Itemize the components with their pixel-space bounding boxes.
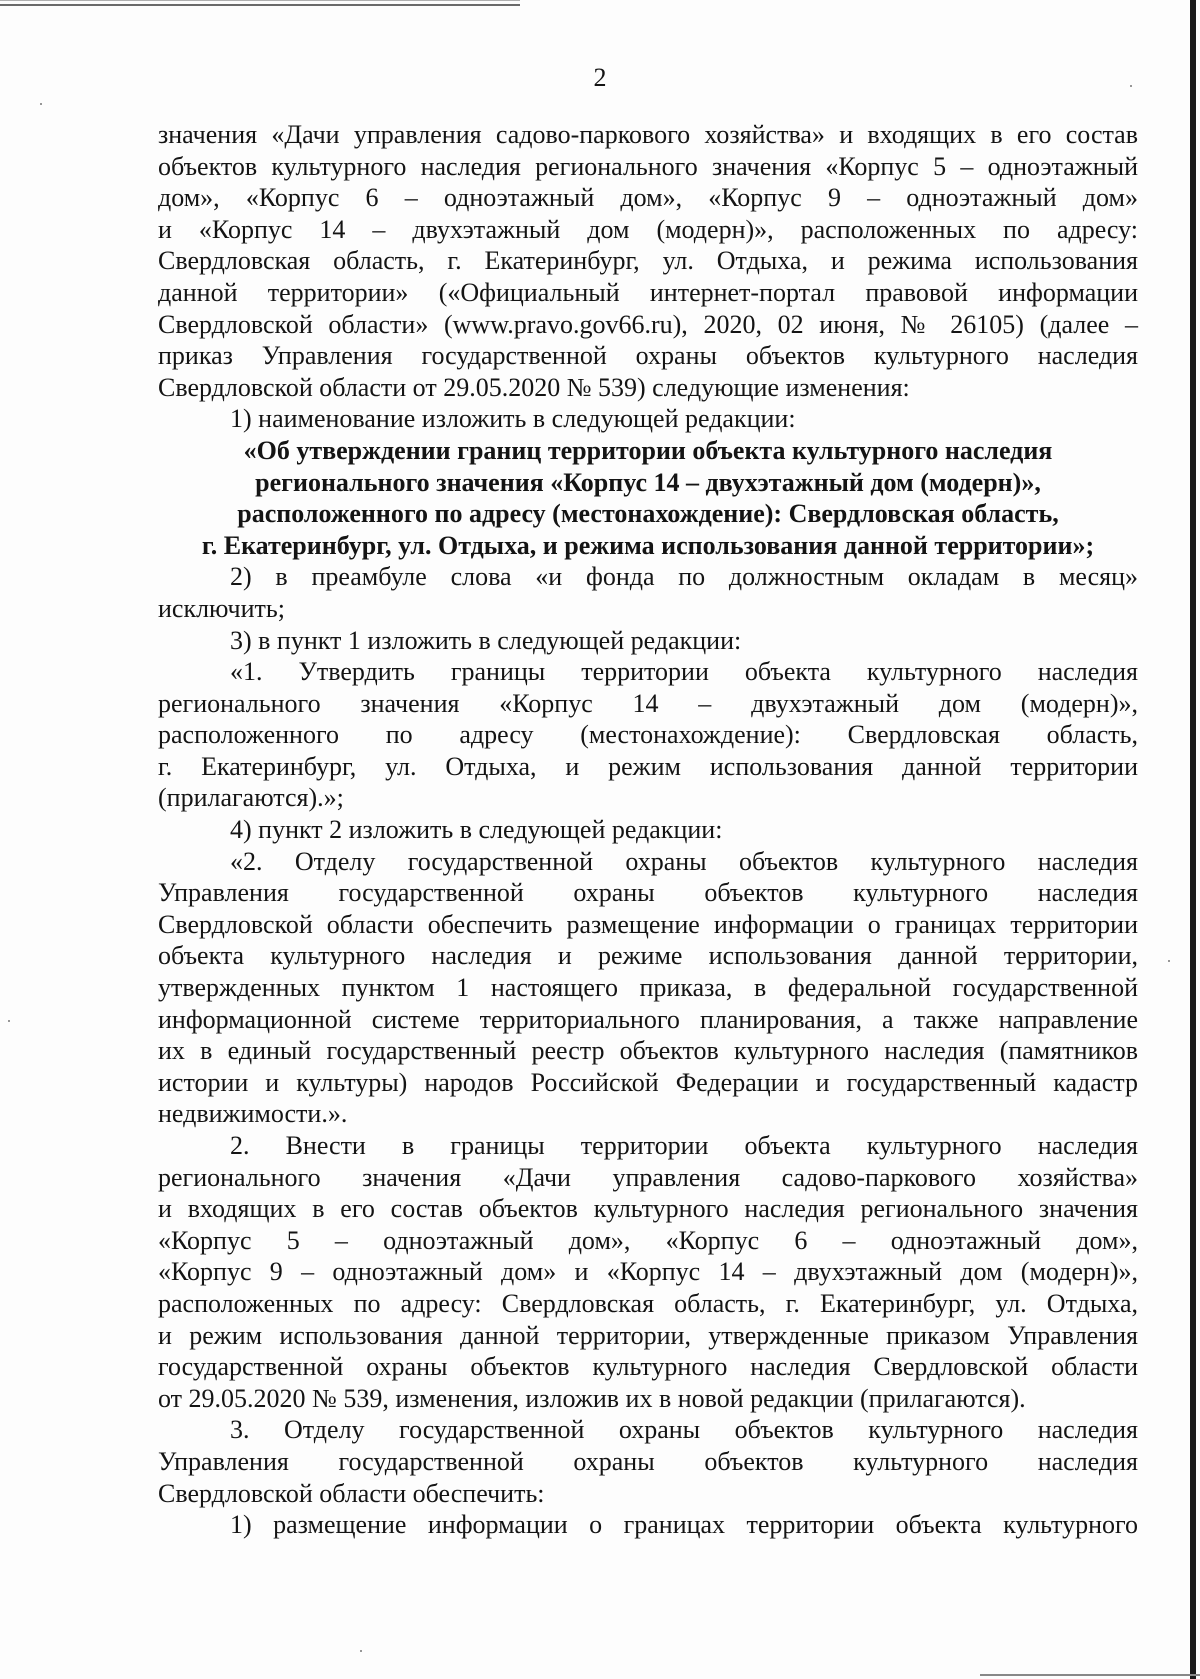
document-title-line: г. Екатеринбург, ул. Отдыха, и режима использования данной территории»;	[201, 530, 1095, 560]
text-line: 1) наименование изложить в следующей редакции:	[230, 404, 796, 434]
text-line: «Корпус 9 – одноэтажный дом» и «Корпус 14 – двухэтажный дом (модерн)»,	[158, 1257, 1138, 1287]
text-line: регионального значения «Дачи управления садово-паркового хозяйства»	[158, 1162, 1138, 1192]
scan-speck	[360, 1650, 362, 1652]
text-line: «2. Отделу государственной охраны объектов культурного наследия	[230, 846, 1138, 876]
text-line: приказ Управления государственной охраны объектов культурного наследия	[158, 341, 1138, 371]
text-line: «1. Утвердить границы территории объекта культурного наследия	[230, 657, 1138, 687]
text-line: 3. Отделу государственной охраны объектов культурного наследия	[230, 1415, 1138, 1445]
document-title-line: «Об утверждении границ территории объекта культурного наследия	[243, 435, 1053, 465]
text-line: значения «Дачи управления садово-паркового хозяйства» и входящих в его состав	[158, 120, 1138, 149]
text-line: Свердловской области от 29.05.2020 № 539) следующие изменения:	[158, 372, 910, 402]
scan-speck	[8, 1020, 10, 1022]
text-line: дом», «Корпус 6 – одноэтажный дом», «Корпус 9 – одноэтажный дом»	[158, 183, 1138, 213]
text-line: и входящих в его состав объектов культурного наследия регионального значения	[158, 1194, 1138, 1224]
text-line: Свердловская область, г. Екатеринбург, ул. Отдыха, и режима использования	[158, 246, 1138, 276]
text-line: объектов культурного наследия регионального значения «Корпус 5 – одноэтажный	[158, 151, 1138, 181]
scan-edge-right	[1190, 0, 1196, 1679]
text-line: 1) размещение информации о границах территории объекта культурного	[230, 1510, 1138, 1540]
text-line: 3) в пункт 1 изложить в следующей редакции:	[230, 625, 742, 655]
scan-edge-top-faint	[0, 0, 520, 1]
text-line: расположенного по адресу (местонахождение): Свердловская область,	[158, 720, 1138, 750]
text-line: и режим использования данной территории, утвержденные приказом Управления	[158, 1320, 1138, 1350]
text-line: «Корпус 5 – одноэтажный дом», «Корпус 6 – одноэтажный дом»,	[158, 1225, 1138, 1255]
document-title-line: расположенного по адресу (местонахождение): Свердловская область,	[237, 499, 1059, 529]
text-line: и «Корпус 14 – двухэтажный дом (модерн)», расположенных по адресу:	[158, 214, 1138, 244]
scan-edge-top	[0, 4, 520, 6]
text-line: г. Екатеринбург, ул. Отдыха, и режим использования данной территории	[158, 751, 1138, 781]
text-line: утвержденных пунктом 1 настоящего приказа, в федеральной государственной	[158, 973, 1138, 1003]
text-line: Управления государственной охраны объектов культурного наследия	[158, 878, 1138, 908]
text-line: информационной системе территориального планирования, а также направление	[158, 1004, 1138, 1034]
text-line: Свердловской области обеспечить:	[158, 1478, 545, 1508]
text-line: от 29.05.2020 № 539, изменения, изложив их в новой редакции (прилагаются).	[158, 1383, 1026, 1413]
text-line: Свердловской области обеспечить размещение информации о границах территории	[158, 909, 1138, 939]
text-line: государственной охраны объектов культурного наследия Свердловской области	[158, 1352, 1138, 1382]
text-line: (прилагаются).»;	[158, 783, 344, 813]
page-number: 2	[593, 63, 607, 92]
text-line: недвижимости.».	[158, 1099, 348, 1129]
text-line: 2. Внести в границы территории объекта культурного наследия	[230, 1131, 1138, 1160]
scan-edge-bottom	[980, 1674, 1200, 1676]
text-line: их в единый государственный реестр объектов культурного наследия (памятников	[158, 1036, 1138, 1066]
text-line: регионального значения «Корпус 14 – двухэтажный дом (модерн)»,	[158, 688, 1138, 718]
document-body	[158, 119, 1138, 1541]
text-line: Свердловской области» (www.pravo.gov66.ru), 2020, 02 июня, № 26105) (далее –	[158, 309, 1138, 339]
text-line: 2) в преамбуле слова «и фонда по должностным окладам в месяц»	[230, 562, 1138, 592]
scan-speck	[1168, 960, 1170, 962]
text-line: объекта культурного наследия и режиме использования данной территории,	[158, 941, 1138, 971]
document-title-line: регионального значения «Корпус 14 – двухэтажный дом (модерн)»,	[255, 467, 1041, 497]
text-line: Управления государственной охраны объектов культурного наследия	[158, 1446, 1138, 1476]
text-line: истории и культуры) народов Российской Федерации и государственный кадастр	[158, 1067, 1138, 1097]
text-line: исключить;	[158, 593, 285, 623]
text-line: данной территории» («Официальный интернет-портал правовой информации	[158, 277, 1138, 307]
text-line: 4) пункт 2 изложить в следующей редакции:	[230, 815, 723, 845]
text-line: расположенных по адресу: Свердловская область, г. Екатеринбург, ул. Отдыха,	[158, 1288, 1138, 1318]
scan-speck	[40, 103, 42, 105]
